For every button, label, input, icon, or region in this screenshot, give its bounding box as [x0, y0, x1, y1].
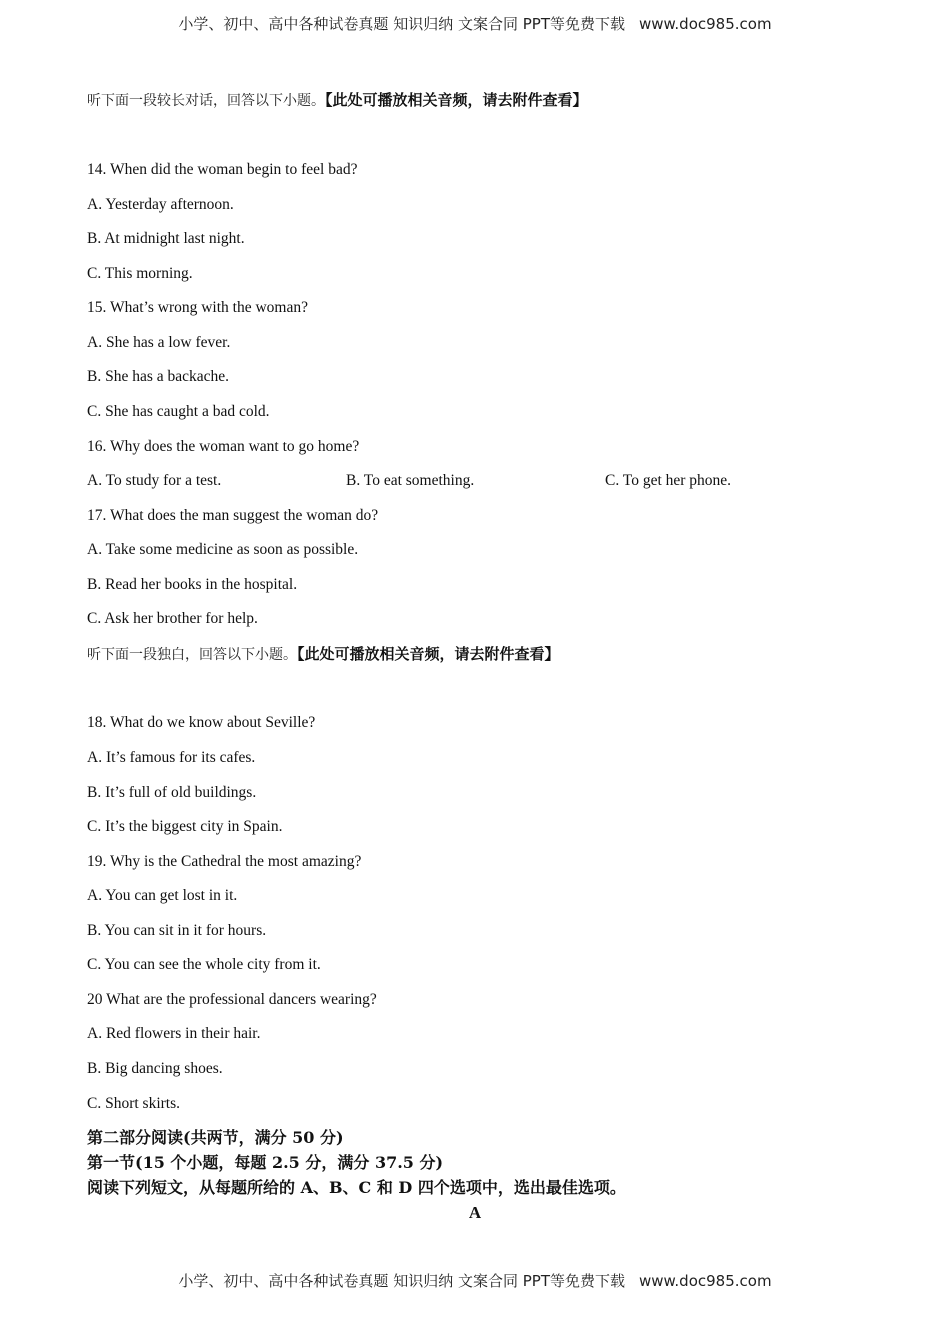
q17-option-b: B. Read her books in the hospital. [87, 576, 298, 593]
question-15: 15. What’s wrong with the woman? [87, 299, 308, 316]
section1-intro-text: 听下面一段较长对话，回答以下小题。 [87, 93, 325, 109]
part2-instruction: 阅读下列短文，从每题所给的 A、B、C 和 D 四个选项中，选出最佳选项。 [87, 1178, 626, 1197]
audio-note: 【此处可播放相关音频，请去附件查看】 [325, 91, 588, 109]
q19-option-c: C. You can see the whole city from it. [87, 956, 321, 973]
q18-option-a: A. It’s famous for its cafes. [87, 749, 256, 766]
footer-url[interactable]: www.doc985.com [638, 1272, 772, 1290]
q20-option-c: C. Short skirts. [87, 1095, 181, 1112]
question-19: 19. Why is the Cathedral the most amazing? [87, 853, 362, 870]
question-20: 20 What are the professional dancers wearing? [87, 991, 377, 1008]
q18-option-b: B. It’s full of old buildings. [87, 784, 257, 801]
page-header [0, 13, 950, 34]
q15-option-b: B. She has a backache. [87, 368, 230, 385]
question-17: 17. What does the man suggest the woman do? [87, 507, 379, 524]
q19-option-b: B. You can sit in it for hours. [87, 922, 267, 939]
section2-intro-text: 听下面一段独白，回答以下小题。 [87, 647, 297, 663]
question-16: 16. Why does the woman want to go home? [87, 438, 360, 455]
part2-subtitle: 第一节(15 个小题，每题 2.5 分，满分 37.5 分) [87, 1153, 444, 1172]
header-text: 小学、初中、高中各种试卷真题 知识归纳 文案合同 PPT等免费下载 [178, 15, 625, 33]
q14-option-c: C. This morning. [87, 265, 193, 282]
question-14: 14. When did the woman begin to feel bad? [87, 161, 358, 178]
q18-option-c: C. It’s the biggest city in Spain. [87, 818, 283, 835]
question-18: 18. What do we know about Seville? [87, 714, 316, 731]
footer-text: 小学、初中、高中各种试卷真题 知识归纳 文案合同 PPT等免费下载 [178, 1272, 625, 1290]
part2-title: 第二部分阅读(共两节，满分 50 分) [87, 1128, 344, 1147]
passage-label: A [468, 1203, 482, 1222]
q16-option-c: C. To get her phone. [605, 472, 732, 489]
q14-option-b: B. At midnight last night. [87, 230, 245, 247]
q16-option-b: B. To eat something. [346, 472, 475, 489]
q15-option-a: A. She has a low fever. [87, 334, 231, 351]
q15-option-c: C. She has caught a bad cold. [87, 403, 270, 420]
section1-intro [87, 90, 588, 111]
q19-option-a: A. You can get lost in it. [87, 887, 238, 904]
audio-note-2: 【此处可播放相关音频，请去附件查看】 [297, 645, 560, 663]
header-url[interactable]: www.doc985.com [638, 15, 772, 33]
q17-option-c: C. Ask her brother for help. [87, 610, 258, 627]
section2-intro [87, 644, 560, 665]
page-footer [0, 1270, 950, 1291]
q20-option-b: B. Big dancing shoes. [87, 1060, 223, 1077]
q14-option-a: A. Yesterday afternoon. [87, 196, 234, 213]
q17-option-a: A. Take some medicine as soon as possible. [87, 541, 359, 558]
q20-option-a: A. Red flowers in their hair. [87, 1025, 261, 1042]
q16-option-a: A. To study for a test. [87, 472, 222, 489]
